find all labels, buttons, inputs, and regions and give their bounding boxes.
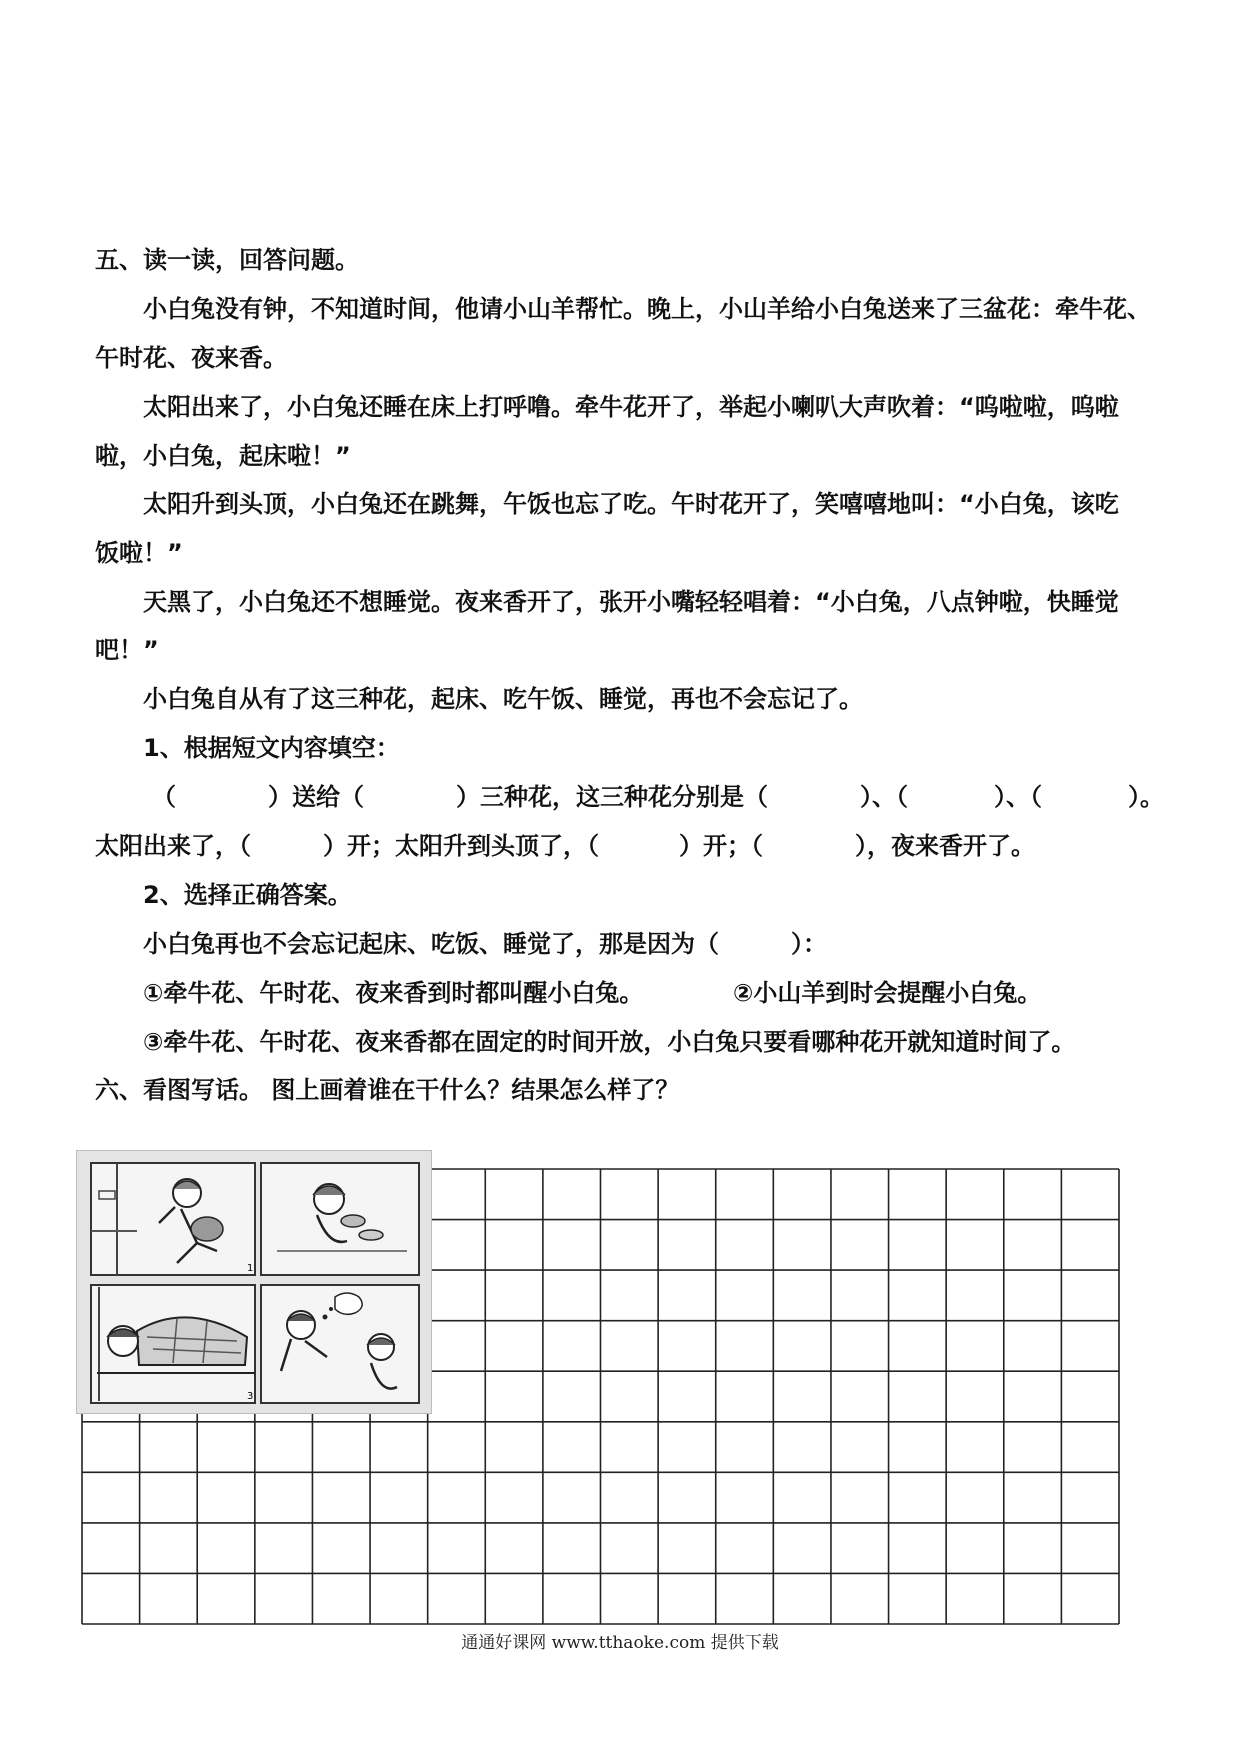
question-1-fill-line-2: 太阳出来了，（ ）开；太阳升到头顶了，（ ）开；（ ），夜来香开了。 [95,832,1035,860]
section5-heading: 五、读一读，回答问题。 [95,246,359,274]
story-paragraph-4-line-2: 吧！” [95,636,159,664]
question-1-fill-line-1: （ ）送给（ ）三种花，这三种花分别是（ ）、（ ）、（ ）。 [152,783,1164,811]
comic-picture [76,1150,432,1414]
question-1-title: 1、根据短文内容填空： [143,734,400,762]
option-3: ③牵牛花、午时花、夜来香都在固定的时间开放，小白兔只要看哪种花开就知道时间了。 [143,1028,1076,1056]
option-1: ①牵牛花、午时花、夜来香到时都叫醒小白兔。 [143,979,644,1007]
panel-2 [261,1163,419,1275]
question-2-stem: 小白兔再也不会忘记起床、吃饭、睡觉了，那是因为（ ）： [143,930,827,958]
story-paragraph-5: 小白兔自从有了这三种花，起床、吃午饭、睡觉，再也不会忘记了。 [143,685,863,713]
panel-number: 3 [247,1391,254,1402]
section6-heading: 六、看图写话。 图上画着谁在干什么？结果怎么样了？ [95,1076,680,1104]
story-paragraph-4-line-1: 天黑了，小白兔还不想睡觉。夜来香开了，张开小嘴轻轻唱着：“小白兔，八点钟啦，快睡觉 [143,588,1119,616]
panel-number: 1 [247,1263,254,1274]
story-paragraph-1-line-2: 午时花、夜来香。 [95,344,287,372]
question-2-title: 2、选择正确答案。 [143,881,352,909]
story-paragraph-2-line-2: 啦，小白兔，起床啦！” [95,442,351,470]
panel-4 [261,1285,419,1403]
story-paragraph-1-line-1: 小白兔没有钟，不知道时间，他请小山羊帮忙。晚上，小山羊给小白兔送来了三盆花：牵牛花、 [143,295,1151,323]
story-paragraph-3-line-2: 饭啦！” [95,539,183,567]
panel-3 [91,1285,255,1403]
story-paragraph-3-line-1: 太阳升到头顶，小白兔还在跳舞，午饭也忘了吃。午时花开了，笑嘻嘻地叫：“小白兔，该吃 [143,490,1119,518]
option-2: ②小山羊到时会提醒小白兔。 [733,979,1042,1007]
footer-text: 通通好课网 www.tthaoke.com 提供下载 [461,1633,779,1653]
panel-1 [91,1163,255,1275]
story-paragraph-2-line-1: 太阳出来了，小白兔还睡在床上打呼噜。牵牛花开了，举起小喇叭大声吹着：“呜啦啦，呜啦 [143,393,1119,421]
comic-illustration [77,1151,431,1413]
